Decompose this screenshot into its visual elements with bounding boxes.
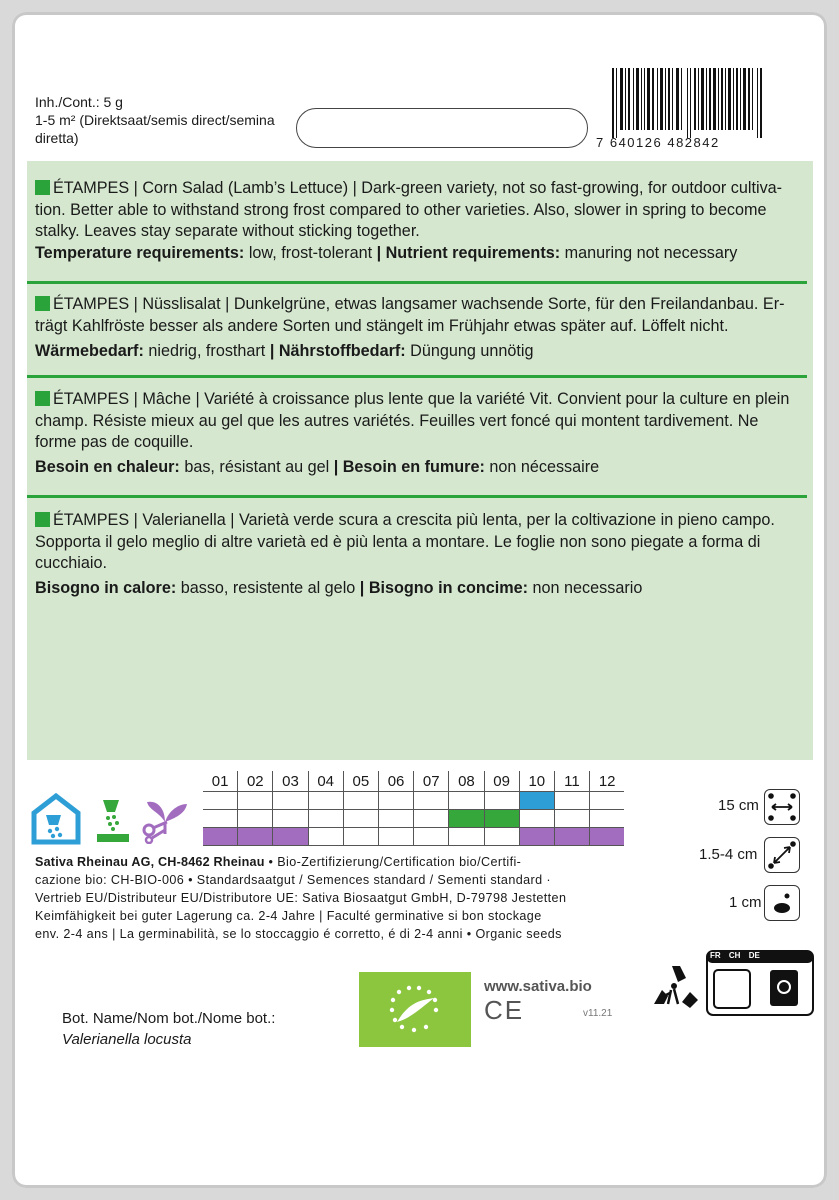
green-square-icon — [35, 180, 50, 195]
indoor-sowing-month-cell — [484, 792, 519, 810]
indoor-sowing-month-cell — [343, 792, 378, 810]
month-label: 12 — [590, 771, 625, 792]
outdoor-sowing-month-cell — [203, 810, 238, 828]
outdoor-sowing-month-cell — [449, 810, 484, 828]
section-divider — [27, 281, 807, 284]
month-label: 01 — [203, 771, 238, 792]
month-label: 03 — [273, 771, 308, 792]
section-text: ÉTAMPES | Mâche | Variété à croissance plus lente que la variété Vit. Convient pour la culture en plein champ. Résiste mieux au gel que les autres variétés. Feuilles vert foncé qui montent tardivement. Ne forme pas de coquille. — [35, 390, 790, 451]
indoor-sowing-month-cell — [414, 792, 449, 810]
section-text: ÉTAMPES | Corn Salad (Lamb’s Lettuce) | Dark-green variety, not so fast-growing, for outdoor cultiva-tion. Better able to withstand strong frost compared to other varieties. Also, slower in spring to become stalky. Leaves stay separate without sticking together. — [35, 179, 783, 240]
plant-spacing-icon — [764, 837, 800, 873]
ce-mark: CE — [484, 995, 525, 1025]
content-area: 1-5 m² (Direktsaat/semis direct/semina — [35, 112, 275, 128]
company-name: Sativa Rheinau AG, CH-8462 Rheinau — [35, 855, 265, 869]
outdoor-sowing-month-cell — [484, 810, 519, 828]
outdoor-sowing-month-cell — [343, 810, 378, 828]
botanical-name — [62, 1008, 275, 1050]
indoor-sowing-month-cell — [590, 792, 625, 810]
code-fr: FR — [710, 951, 721, 960]
botanical-label: Bot. Name/Nom bot./Nome bot.: — [62, 1010, 276, 1027]
harvest-month-cell — [414, 828, 449, 846]
green-square-icon — [35, 391, 50, 406]
plant-spacing-value: 1.5-4 cm — [699, 846, 758, 863]
harvest-month-cell — [554, 828, 589, 846]
green-square-icon — [35, 296, 50, 311]
section-text: ÉTAMPES | Valerianella | Varietà verde scura a crescita più lenta, per la coltivazione in pieno campo. Sopporta il gelo meglio di altre varietà ed è più lenta a montare. Le foglie non sono piegate a forma di cucchiaio. — [35, 511, 775, 572]
outdoor-sowing-month-cell — [238, 810, 273, 828]
sowing-depth-icon — [764, 885, 800, 921]
harvest-month-cell — [449, 828, 484, 846]
harvest-month-cell — [519, 828, 554, 846]
outdoor-sowing-month-cell — [519, 810, 554, 828]
month-label: 09 — [484, 771, 519, 792]
requirements-line: Wärmebedarf: niedrig, frosthart | Nährstoffbedarf: Düngung unnötig — [35, 342, 534, 360]
requirements-line: Bisogno in calore: basso, resistente al gelo | Bisogno in concime: non necessario — [35, 578, 643, 597]
indoor-sowing-month-cell — [554, 792, 589, 810]
outdoor-sowing-month-cell — [378, 810, 413, 828]
indoor-sowing-month-cell — [519, 792, 554, 810]
row-spacing-value: 15 cm — [718, 797, 759, 814]
triman-icon — [650, 960, 702, 1012]
indoor-sowing-month-cell — [378, 792, 413, 810]
barcode — [612, 68, 768, 138]
harvest-month-cell — [378, 828, 413, 846]
outdoor-sowing-month-cell — [273, 810, 308, 828]
sowing-depth-value: 1 cm — [729, 894, 762, 911]
botanical-species: Valerianella locusta — [62, 1031, 192, 1048]
harvest-month-cell — [590, 828, 625, 846]
month-label: 02 — [238, 771, 273, 792]
harvest-month-cell — [308, 828, 343, 846]
website: www.sativa.bio — [484, 978, 592, 995]
eu-organic-logo — [359, 972, 471, 1047]
indoor-sowing-month-cell — [203, 792, 238, 810]
month-label: 05 — [343, 771, 378, 792]
content-area-cont: diretta) — [35, 130, 79, 146]
month-label: 08 — [449, 771, 484, 792]
version: v11.21 — [583, 1008, 613, 1019]
section-german — [35, 294, 795, 363]
harvest-icon — [139, 792, 191, 844]
indoor-sowing-month-cell — [273, 792, 308, 810]
section-french — [35, 389, 795, 478]
outdoor-sowing-month-cell — [308, 810, 343, 828]
green-square-icon — [35, 512, 50, 527]
recycling-codes — [710, 951, 810, 960]
hanging-slot — [296, 108, 588, 148]
section-english — [35, 178, 795, 264]
month-label: 04 — [308, 771, 343, 792]
harvest-month-cell — [273, 828, 308, 846]
content-weight: Inh./Cont.: 5 g — [35, 94, 123, 110]
outdoor-sowing-month-cell — [414, 810, 449, 828]
greenhouse-sowing-icon — [31, 793, 81, 845]
month-label: 10 — [519, 771, 554, 792]
indoor-sowing-month-cell — [238, 792, 273, 810]
code-ch: CH — [728, 951, 741, 960]
indoor-sowing-month-cell — [308, 792, 343, 810]
requirements-line: Besoin en chaleur: bas, résistant au gel | Besoin en fumure: non nécessaire — [35, 457, 600, 476]
sowing-calendar — [203, 771, 624, 846]
content-info — [35, 93, 295, 147]
harvest-month-cell — [343, 828, 378, 846]
month-label: 11 — [554, 771, 589, 792]
outdoor-sowing-month-cell — [590, 810, 625, 828]
month-label: 06 — [378, 771, 413, 792]
section-divider — [27, 375, 807, 378]
outdoor-sowing-icon — [93, 798, 133, 844]
harvest-month-cell — [238, 828, 273, 846]
month-label: 07 — [414, 771, 449, 792]
requirements-line: Temperature requirements: low, frost-tolerant | Nutrient requirements: manuring not necessary — [35, 243, 738, 262]
section-divider — [27, 495, 807, 498]
barcode-number: 7 640126 482842 — [596, 135, 720, 150]
code-de: DE — [748, 951, 760, 960]
legal-info: Sativa Rheinau AG, CH-8462 Rheinau • Bio-Zertifizierung/Certification bio/Certifi- cazione bio: CH-BIO-006 • Standardsaatgut / Semences standard / Sementi standard · Vertrieb EU/Distributeur EU/Distributore UE: Sativa Biosaatgut GmbH, D-79798 Jestetten Keimfähigkeit bei guter Lagerung ca. 2-4 Jahre | Faculté germinative si bon stockage env. 2-4 ans | La germinabilità, se lo stoccaggio é corretto, é di 2-4 anni • Organic seeds — [35, 855, 567, 941]
row-spacing-icon — [764, 789, 800, 825]
section-text: ÉTAMPES | Nüsslisalat | Dunkelgrüne, etwas langsamer wachsende Sorte, für den Freilandanbau. Er-trägt Kahlfröste besser als andere Sorten und stängelt im Frühjahr etwas später auf. Löffelt nicht. — [35, 295, 785, 335]
indoor-sowing-month-cell — [449, 792, 484, 810]
section-italian — [35, 510, 795, 599]
harvest-month-cell — [203, 828, 238, 846]
outdoor-sowing-month-cell — [554, 810, 589, 828]
harvest-month-cell — [484, 828, 519, 846]
